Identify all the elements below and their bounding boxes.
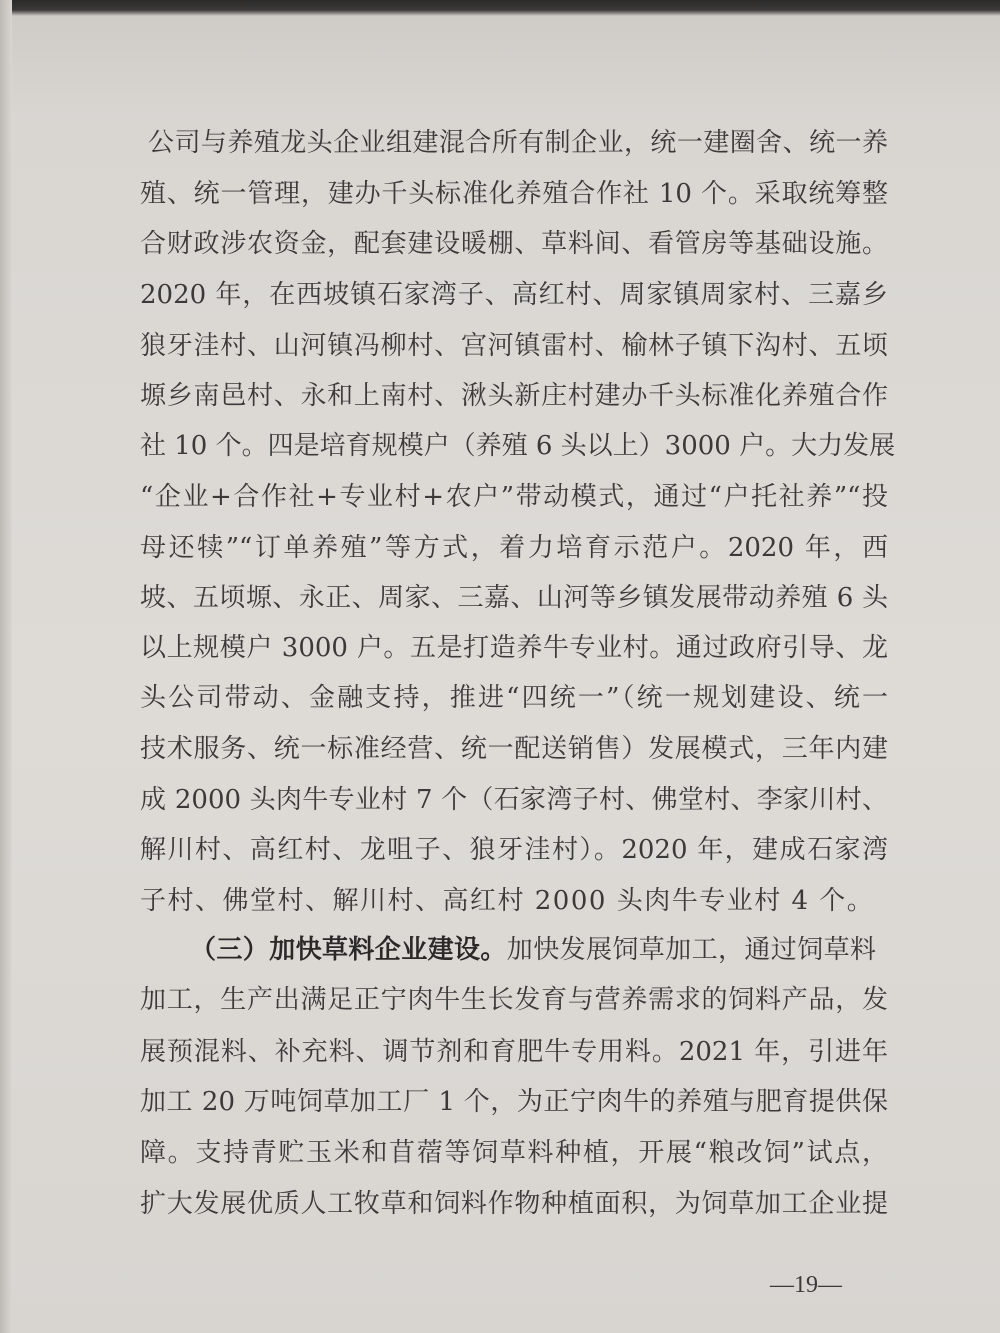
- section-first-line-text: 加快发展饲草加工，通过饲草料: [506, 935, 876, 965]
- text-line: 扩大发展优质人工牧草和饲料作物种植面积，为饲草加工企业提: [140, 1189, 888, 1219]
- text-line: 加工 20 万吨饲草加工厂 1 个，为正宁肉牛的养殖与肥育提供保: [140, 1087, 888, 1117]
- text-line: 展预混料、补充料、调节剂和育肥牛专用料。2021 年，引进年: [140, 1037, 888, 1067]
- text-line: 以上规模户 3000 户。五是打造养牛专业村。通过政府引导、龙: [140, 633, 888, 663]
- section-heading: （三）加快草料企业建设。: [190, 935, 507, 965]
- text-line: 解川村、高红村、龙咀子、狼牙洼村）。2020 年，建成石家湾: [140, 835, 888, 865]
- section-first-line: [190, 933, 876, 967]
- text-line: 技术服务、统一标准经营、统一配送销售）发展模式，三年内建: [140, 734, 888, 764]
- text-line: 社 10 个。四是培育规模户（养殖 6 头以上）3000 户。大力发展: [140, 431, 896, 461]
- text-line: 狼牙洼村、山河镇冯柳村、宫河镇雷村、榆林子镇下沟村、五顷: [140, 331, 888, 361]
- text-line: 2020 年，在西坡镇石家湾子、高红村、周家镇周家村、三嘉乡: [140, 280, 888, 310]
- text-line: “企业+合作社+专业村+农户”带动模式，通过“户托社养”“投: [140, 482, 888, 512]
- text-line: 殖、统一管理，建办千头标准化养殖合作社 10 个。采取统筹整: [140, 179, 888, 209]
- text-line: 塬乡南邑村、永和上南村、湫头新庄村建办千头标准化养殖合作: [140, 381, 888, 411]
- text-line: 母还犊”“订单养殖”等方式，着力培育示范户。2020 年，西: [140, 533, 888, 563]
- text-line: 头公司带动、金融支持，推进“四统一”（统一规划建设、统一: [140, 683, 888, 713]
- text-line: 加工，生产出满足正宁肉牛生长发育与营养需求的饲料产品，发: [140, 985, 888, 1015]
- text-line: 成 2000 头肉牛专业村 7 个（石家湾子村、佛堂村、李家川村、: [140, 785, 888, 815]
- page-number: —19—: [770, 1272, 842, 1298]
- text-line: 公司与养殖龙头企业组建混合所有制企业，统一建圈舍、统一养: [148, 128, 888, 158]
- text-line: 合财政涉农资金，配套建设暖棚、草料间、看管房等基础设施。: [140, 229, 888, 259]
- text-line: 子村、佛堂村、解川村、高红村 2000 头肉牛专业村 4 个。: [140, 886, 875, 916]
- text-line: 障。支持青贮玉米和苜蓿等饲草料种植，开展“粮改饲”试点，: [140, 1138, 888, 1168]
- text-line: 坡、五顷塬、永正、周家、三嘉、山河等乡镇发展带动养殖 6 头: [140, 583, 888, 613]
- page-edge-shadow: [0, 0, 12, 1333]
